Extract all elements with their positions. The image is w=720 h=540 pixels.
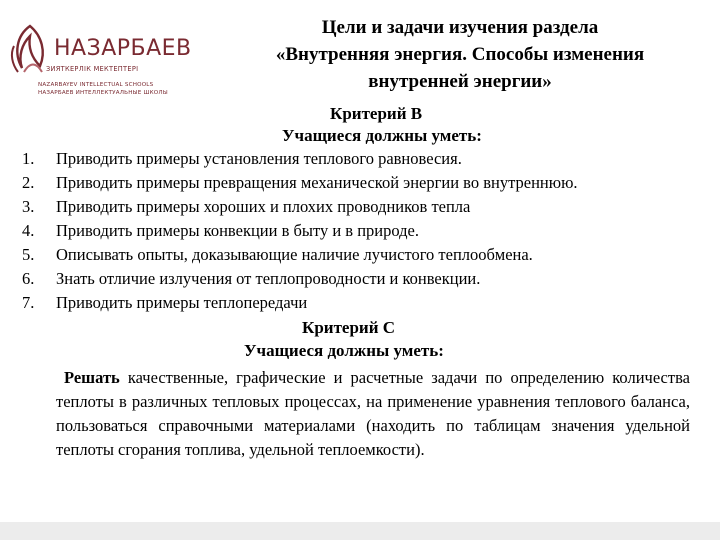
item-number: 6. bbox=[22, 269, 35, 288]
item-text: Приводить примеры конвекции в быту и в природе. bbox=[56, 221, 419, 240]
list-item bbox=[22, 172, 578, 196]
item-number: 7. bbox=[22, 293, 35, 312]
logo-subtitle-ru: НАЗАРБАЕВ ИНТЕЛЛЕКТУАЛЬНЫЕ ШКОЛЫ bbox=[38, 90, 168, 96]
criterion-c-heading: Критерий С bbox=[302, 318, 396, 337]
item-text: Знать отличие излучения от теплопроводности и конвекции. bbox=[56, 269, 481, 288]
item-number: 2. bbox=[22, 173, 35, 192]
criterion-b-subheading: Учащиеся должны уметь: bbox=[282, 126, 482, 145]
list-item bbox=[22, 220, 578, 244]
logo-subtitle-kz: ЗИЯТКЕРЛІК МЕКТЕПТЕРІ bbox=[46, 65, 139, 73]
slide-title bbox=[200, 14, 720, 95]
list-item bbox=[22, 244, 578, 268]
item-text: Приводить примеры теплопередачи bbox=[56, 293, 308, 312]
item-number: 4. bbox=[22, 221, 35, 240]
footer-bar bbox=[0, 522, 720, 540]
criterion-b-list bbox=[22, 148, 578, 316]
list-item bbox=[22, 268, 578, 292]
criterion-c-paragraph bbox=[56, 366, 690, 462]
logo-subtitle-en: NAZARBAYEV INTELLECTUAL SCHOOLS bbox=[38, 82, 154, 88]
item-number: 3. bbox=[22, 197, 35, 216]
logo-name: НАЗАРБАЕВ bbox=[54, 36, 192, 61]
list-item bbox=[22, 196, 578, 220]
paragraph-text: качественные, графические и расчетные задачи по определению количества теплоты в различных тепловых процессах, на применение уравнения теплового баланса, пользоваться справочными материалами (находить по таблицам значения удельной теплоты сгорания топлива, удельной теплоемкости). bbox=[56, 368, 690, 459]
paragraph-lead-word: Решать bbox=[64, 368, 120, 387]
item-text: Приводить примеры превращения механической энергии во внутреннюю. bbox=[56, 173, 578, 192]
title-line-1: Цели и задачи изучения раздела bbox=[321, 17, 599, 38]
title-line-2: «Внутренняя энергия. Способы изменения bbox=[275, 44, 645, 65]
item-text: Приводить примеры установления теплового равновесия. bbox=[56, 149, 462, 168]
item-text: Приводить примеры хороших и плохих проводников тепла bbox=[56, 197, 471, 216]
criterion-b-heading: Критерий В bbox=[330, 104, 423, 123]
item-text: Описывать опыты, доказывающие наличие лучистого теплообмена. bbox=[56, 245, 533, 264]
list-item bbox=[22, 148, 578, 172]
list-item bbox=[22, 292, 578, 316]
title-line-3: внутренней энергии» bbox=[368, 71, 552, 92]
item-number: 5. bbox=[22, 245, 35, 264]
criterion-c-subheading: Учащиеся должны уметь: bbox=[244, 341, 444, 360]
school-logo bbox=[8, 22, 198, 104]
item-number: 1. bbox=[22, 149, 35, 168]
